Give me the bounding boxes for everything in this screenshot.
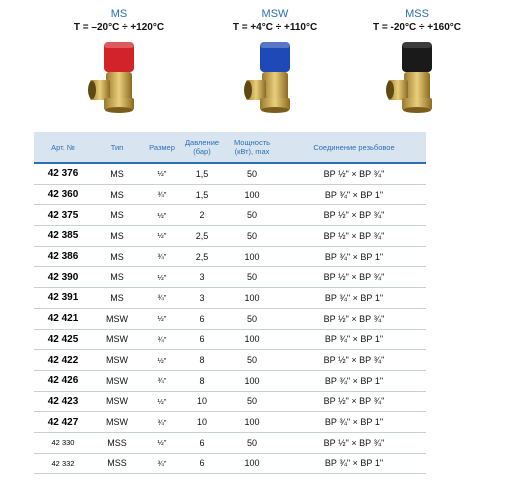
connection-cell: ВР ½" × ВР ¾" — [282, 432, 426, 453]
pressure-cell: 2,5 — [182, 226, 222, 247]
power-cell: 100 — [222, 184, 282, 205]
table-row — [34, 329, 426, 350]
product-temp-range: T = +4°C ÷ +110°C — [232, 22, 318, 33]
article-cell: 42 422 — [34, 350, 92, 371]
power-cell: 50 — [222, 432, 282, 453]
type-cell: MSW — [92, 412, 142, 433]
connection-cell: ВР ½" × ВР ¾" — [282, 350, 426, 371]
pressure-cell: 8 — [182, 370, 222, 391]
size-cell: ¾" — [142, 412, 182, 433]
power-cell: 50 — [222, 391, 282, 412]
type-cell: MSS — [92, 453, 142, 474]
col-header-pressure: Давление (бар) — [182, 132, 222, 163]
product-name: MS — [110, 8, 128, 20]
article-cell: 42 330 — [34, 432, 92, 453]
table-row — [34, 205, 426, 226]
size-cell: ½" — [142, 432, 182, 453]
col-header-article: Арт. № — [34, 132, 92, 163]
valve-mss-image — [384, 36, 450, 116]
size-cell: ¾" — [142, 246, 182, 267]
article-cell: 42 360 — [34, 184, 92, 205]
article-cell: 42 426 — [34, 370, 92, 391]
article-cell: 42 391 — [34, 288, 92, 309]
pressure-cell: 6 — [182, 308, 222, 329]
power-cell: 100 — [222, 288, 282, 309]
size-cell: ½" — [142, 308, 182, 329]
power-cell: 50 — [222, 308, 282, 329]
type-cell: MS — [92, 163, 142, 184]
table-row — [34, 350, 426, 371]
type-cell: MSW — [92, 370, 142, 391]
connection-cell: ВР ¾" × ВР 1" — [282, 288, 426, 309]
size-cell: ¾" — [142, 184, 182, 205]
article-cell: 42 425 — [34, 329, 92, 350]
table-header-row — [34, 132, 426, 163]
type-cell: MSW — [92, 308, 142, 329]
pressure-cell: 10 — [182, 391, 222, 412]
table-row — [34, 226, 426, 247]
connection-cell: ВР ½" × ВР ¾" — [282, 391, 426, 412]
product-name: MSW — [261, 8, 289, 20]
valve-spec-table — [34, 132, 426, 474]
pressure-cell: 6 — [182, 432, 222, 453]
size-cell: ¾" — [142, 288, 182, 309]
type-cell: MS — [92, 226, 142, 247]
article-cell: 42 427 — [34, 412, 92, 433]
article-cell: 42 385 — [34, 226, 92, 247]
table-row — [34, 370, 426, 391]
pressure-cell: 2 — [182, 205, 222, 226]
article-cell: 42 376 — [34, 163, 92, 184]
table-row — [34, 163, 426, 184]
size-cell: ½" — [142, 163, 182, 184]
power-cell: 100 — [222, 329, 282, 350]
product-temp-range: T = -20°C ÷ +160°C — [373, 22, 461, 33]
size-cell: ½" — [142, 350, 182, 371]
connection-cell: ВР ¾" × ВР 1" — [282, 329, 426, 350]
power-cell: 100 — [222, 246, 282, 267]
pressure-cell: 3 — [182, 267, 222, 288]
table-row — [34, 412, 426, 433]
connection-cell: ВР ¾" × ВР 1" — [282, 370, 426, 391]
type-cell: MS — [92, 267, 142, 288]
type-cell: MS — [92, 184, 142, 205]
pressure-cell: 3 — [182, 288, 222, 309]
connection-cell: ВР ¾" × ВР 1" — [282, 412, 426, 433]
size-cell: ½" — [142, 267, 182, 288]
article-cell: 42 375 — [34, 205, 92, 226]
pressure-cell: 10 — [182, 412, 222, 433]
power-cell: 50 — [222, 226, 282, 247]
connection-cell: ВР ¾" × ВР 1" — [282, 184, 426, 205]
col-header-type: Тип — [92, 132, 142, 163]
table-row — [34, 246, 426, 267]
pressure-cell: 8 — [182, 350, 222, 371]
product-ms — [44, 8, 194, 116]
type-cell: MS — [92, 288, 142, 309]
power-cell: 100 — [222, 370, 282, 391]
pressure-cell: 6 — [182, 453, 222, 474]
col-header-power: Мощность (кВт), max — [222, 132, 282, 163]
article-cell: 42 390 — [34, 267, 92, 288]
col-header-connection: Соединение резьбовое — [282, 132, 426, 163]
article-cell: 42 386 — [34, 246, 92, 267]
size-cell: ¾" — [142, 453, 182, 474]
article-cell: 42 423 — [34, 391, 92, 412]
size-cell: ¾" — [142, 329, 182, 350]
connection-cell: ВР ½" × ВР ¾" — [282, 226, 426, 247]
size-cell: ¾" — [142, 370, 182, 391]
type-cell: MSW — [92, 329, 142, 350]
connection-cell: ВР ¾" × ВР 1" — [282, 246, 426, 267]
table-row — [34, 308, 426, 329]
article-cell: 42 332 — [34, 453, 92, 474]
article-cell: 42 421 — [34, 308, 92, 329]
table-row — [34, 432, 426, 453]
product-msw — [200, 8, 350, 116]
type-cell: MSW — [92, 391, 142, 412]
table-row — [34, 453, 426, 474]
power-cell: 50 — [222, 205, 282, 226]
size-cell: ½" — [142, 391, 182, 412]
connection-cell: ВР ½" × ВР ¾" — [282, 205, 426, 226]
power-cell: 100 — [222, 412, 282, 433]
connection-cell: ВР ½" × ВР ¾" — [282, 267, 426, 288]
connection-cell: ВР ½" × ВР ¾" — [282, 308, 426, 329]
size-cell: ½" — [142, 205, 182, 226]
power-cell: 50 — [222, 350, 282, 371]
pressure-cell: 1,5 — [182, 184, 222, 205]
type-cell: MS — [92, 205, 142, 226]
type-cell: MSS — [92, 432, 142, 453]
power-cell: 50 — [222, 267, 282, 288]
col-header-size: Размер — [142, 132, 182, 163]
pressure-cell: 1,5 — [182, 163, 222, 184]
pressure-cell: 2,5 — [182, 246, 222, 267]
product-mss — [342, 8, 492, 116]
valve-msw-image — [242, 36, 308, 116]
size-cell: ½" — [142, 226, 182, 247]
pressure-cell: 6 — [182, 329, 222, 350]
type-cell: MS — [92, 246, 142, 267]
product-name: MSS — [405, 8, 429, 20]
table-row — [34, 184, 426, 205]
table-row — [34, 391, 426, 412]
table-row — [34, 288, 426, 309]
type-cell: MSW — [92, 350, 142, 371]
table-row — [34, 267, 426, 288]
power-cell: 50 — [222, 163, 282, 184]
product-temp-range: T = –20°C ÷ +120°C — [73, 22, 165, 33]
valve-ms-image — [86, 36, 152, 116]
connection-cell: ВР ¾" × ВР 1" — [282, 453, 426, 474]
connection-cell: ВР ½" × ВР ¾" — [282, 163, 426, 184]
power-cell: 100 — [222, 453, 282, 474]
